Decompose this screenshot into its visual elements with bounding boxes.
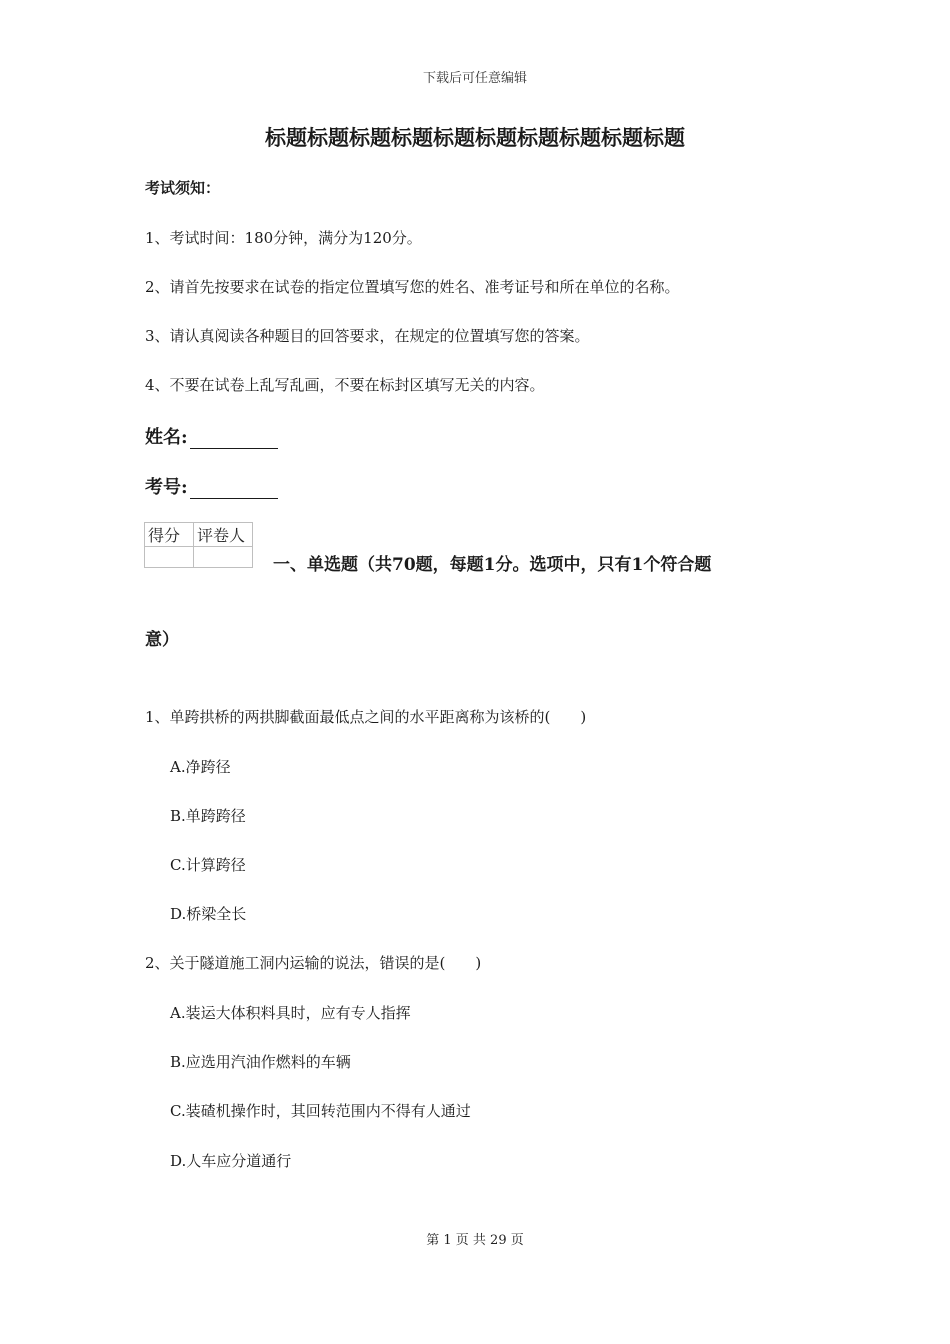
- notice-item: 4、不要在试卷上乱写乱画，不要在标封区填写无关的内容。: [145, 376, 545, 394]
- name-blank[interactable]: [190, 432, 278, 449]
- question-option: C.计算跨径: [170, 856, 246, 874]
- notice-item: 1、考试时间：180分钟，满分为120分。: [145, 229, 422, 247]
- score-header: 得分: [145, 523, 194, 547]
- question-stem: 1、单跨拱桥的两拱脚截面最低点之间的水平距离称为该桥的( ): [145, 708, 587, 726]
- question-stem: 2、关于隧道施工洞内运输的说法，错误的是( ): [145, 954, 482, 972]
- notice-heading: 考试须知：: [145, 179, 221, 197]
- notice-item: 3、请认真阅读各种题目的回答要求，在规定的位置填写您的答案。: [145, 327, 590, 345]
- grader-header: 评卷人: [194, 523, 253, 547]
- score-cell: [145, 547, 194, 568]
- score-table: [144, 522, 253, 568]
- question-option: B.应选用汽油作燃料的车辆: [170, 1053, 351, 1071]
- question-option: A.净跨径: [170, 758, 231, 776]
- exam-number-label: 考号:: [145, 477, 188, 498]
- section-title-line1: 一、单选题（共70题，每题1分。选项中，只有1个符合题: [273, 555, 712, 575]
- question-option: D.桥梁全长: [170, 905, 247, 923]
- exam-number-field: [145, 473, 278, 499]
- name-label: 姓名:: [145, 427, 188, 448]
- name-field: [145, 423, 278, 449]
- question-option: C.装碴机操作时，其回转范围内不得有人通过: [170, 1102, 471, 1120]
- section-title-line2: 意）: [145, 630, 179, 650]
- notice-item: 2、请首先按要求在试卷的指定位置填写您的姓名、准考证号和所在单位的名称。: [145, 278, 680, 296]
- page-footer: 第 1 页 共 29 页: [426, 1233, 524, 1248]
- header-note: 下载后可任意编辑: [422, 71, 527, 86]
- question-option: B.单跨跨径: [170, 807, 246, 825]
- question-option: D.人车应分道通行: [170, 1152, 292, 1170]
- question-option: A.装运大体积料具时，应有专人指挥: [170, 1004, 411, 1022]
- document-title: 标题标题标题标题标题标题标题标题标题标题: [265, 125, 685, 150]
- grader-cell: [194, 547, 253, 568]
- exam-number-blank[interactable]: [190, 482, 278, 499]
